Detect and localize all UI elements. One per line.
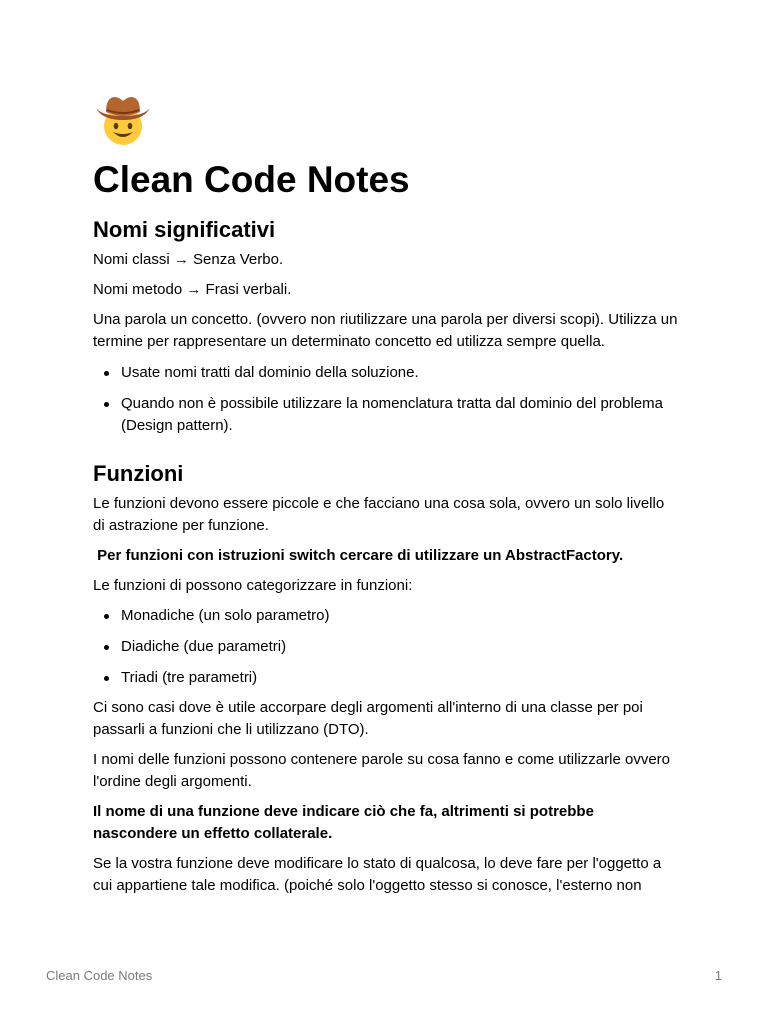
bullet-list (93, 605, 678, 689)
cowboy-face-icon (94, 94, 152, 148)
list-item: Triadi (tre parametri) (93, 667, 678, 689)
list-item: Diadiche (due parametri) (93, 636, 678, 658)
section-heading-nomi: Nomi significativi (93, 217, 276, 242)
section-heading-funzioni: Funzioni (93, 461, 184, 486)
paragraph: Una parola un concetto. (ovvero non riutilizzare una parola per diversi scopi). Utilizza un termine per rappresentare un determinato concetto ed utilizza sempre quella. (93, 311, 678, 350)
paragraph: Se la vostra funzione deve modificare lo stato di qualcosa, lo deve fare per l'oggetto a cui appartiene tale modifica. (poiché solo l'oggetto stesso si conosce, l'esterno non (93, 855, 662, 894)
list-item: Quando non è possibile utilizzare la nomenclatura tratta dal dominio del problema (Design pattern). (93, 393, 678, 437)
paragraph: Nomi metodo → Frasi verbali. (93, 281, 292, 298)
document-page (93, 94, 678, 897)
footer-page-number: 1 (714, 968, 722, 983)
paragraph-bold: Per funzioni con istruzioni switch cercare di utilizzare un AbstractFactory. (93, 547, 624, 564)
paragraph-bold: Il nome di una funzione deve indicare ciò che fa, altrimenti si potrebbe nascondere un effetto collaterale. (93, 803, 594, 842)
page-title: Clean Code Notes (93, 159, 410, 200)
paragraph: I nomi delle funzioni possono contenere parole su cosa fanno e come utilizzarle ovvero l'ordine degli argomenti. (93, 751, 671, 790)
bullet-list (93, 362, 678, 437)
paragraph: Nomi classi → Senza Verbo. (93, 251, 284, 268)
list-item: Monadiche (un solo parametro) (93, 605, 678, 627)
list-item: Usate nomi tratti dal dominio della soluzione. (93, 362, 678, 384)
paragraph: Le funzioni devono essere piccole e che facciano una cosa sola, ovvero un solo livello di astrazione per funzione. (93, 495, 665, 534)
footer-title: Clean Code Notes (46, 968, 153, 983)
paragraph: Le funzioni di possono categorizzare in funzioni: (93, 577, 413, 594)
paragraph: Ci sono casi dove è utile accorpare degli argomenti all'interno di una classe per poi passarli a funzioni che li utilizzano (DTO). (93, 699, 643, 738)
